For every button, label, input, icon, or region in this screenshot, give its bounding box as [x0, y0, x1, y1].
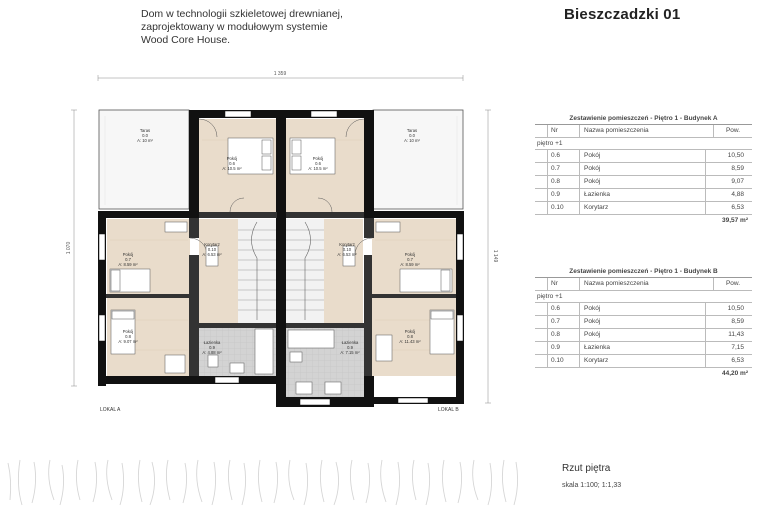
table-row — [535, 316, 752, 329]
room-label: Pokój — [226, 156, 238, 161]
room-label: Korytarz — [339, 242, 355, 247]
table-total: 39,57 m² — [721, 217, 748, 224]
table-header — [535, 125, 752, 138]
col-name: Nazwa pomieszczenia — [580, 125, 714, 137]
table-caption: Zestawienie pomieszczeń - Piętro 1 - Budynek B — [535, 266, 752, 278]
cell-nr: 0.10 — [548, 355, 580, 367]
room-number: 0.6 — [229, 161, 235, 166]
cell-area: 7,15 — [731, 344, 744, 351]
room-area: A: 11.43 m² — [399, 339, 421, 344]
cell-nr: 0.9 — [548, 189, 580, 201]
drawing-scale: skala 1:100; 1:1,33 — [562, 482, 622, 489]
cell-name: Pokój — [580, 316, 706, 328]
page-title: Bieszczadzki 01 — [564, 6, 681, 23]
room-number: 0.9 — [347, 345, 353, 350]
table-row — [535, 303, 752, 316]
col-nr: Nr — [548, 125, 580, 137]
room-label-terrace-b: Taras — [406, 128, 418, 133]
room-area: A: 7.15 m² — [340, 350, 360, 355]
room-area: A: 6.53 m² — [202, 252, 222, 257]
description-line: Wood Core House. — [141, 34, 231, 46]
cell-name: Łazienka — [580, 189, 706, 201]
room-label-terrace-a: Taras — [139, 128, 151, 133]
col-area: Pow. — [725, 280, 741, 287]
col-nr: Nr — [548, 278, 580, 290]
room-number: 0.10 — [207, 247, 217, 252]
cell-area: 8,59 — [731, 318, 744, 325]
room-area: A: 10 m² — [137, 138, 153, 143]
drawing-subtitle: Rzut piętra — [562, 463, 611, 474]
table-row — [535, 355, 752, 368]
cell-nr: 0.7 — [548, 163, 580, 175]
room-area: A: 8.59 m² — [118, 262, 138, 267]
unit-label-b: LOKAL B — [438, 407, 459, 413]
room-label: Korytarz — [204, 242, 220, 247]
room-number: 0.10 — [342, 247, 352, 252]
dimension-top: 1 359 — [273, 71, 287, 77]
cell-name: Korytarz — [580, 355, 706, 367]
col-name: Nazwa pomieszczenia — [580, 278, 714, 290]
cell-name: Pokój — [580, 303, 706, 315]
room-area: A: 6.53 m² — [337, 252, 357, 257]
room-area: A: 10.5 m² — [222, 166, 242, 171]
cell-name: Pokój — [580, 150, 706, 162]
room-area: A: 9.07 m² — [118, 339, 138, 344]
table-total: 44,20 m² — [721, 370, 748, 377]
cell-area: 4,88 — [731, 191, 744, 198]
table-row — [535, 202, 752, 215]
room-number: 0.6 — [315, 161, 321, 166]
staircase-b — [286, 219, 324, 323]
cell-nr: 0.8 — [548, 329, 580, 341]
room-label: Łazienka — [341, 340, 359, 345]
cell-name: Korytarz — [580, 202, 706, 214]
room-table-b — [535, 266, 752, 380]
cell-area: 6,53 — [731, 357, 744, 364]
table-row — [535, 176, 752, 189]
col-area: Pow. — [725, 127, 741, 134]
room-number: 0.0 — [409, 133, 415, 138]
room-number: 0.8 — [125, 334, 131, 339]
room-label: Łazienka — [203, 340, 221, 345]
cell-name: Łazienka — [580, 342, 706, 354]
cell-nr: 0.6 — [548, 150, 580, 162]
cell-nr: 0.7 — [548, 316, 580, 328]
room-label: Pokój — [122, 329, 134, 334]
cell-area: 9,07 — [731, 178, 744, 185]
room-label: Pokój — [404, 252, 416, 257]
table-row — [535, 342, 752, 355]
room-area: A: 4.88 m² — [202, 350, 222, 355]
cell-nr: 0.6 — [548, 303, 580, 315]
terrace-a — [99, 110, 189, 209]
dimension-right: 1 149 — [492, 249, 498, 263]
staircase-a — [238, 219, 276, 323]
floor-label: piętro +1 — [535, 138, 752, 150]
room-number: 0.7 — [407, 257, 413, 262]
room-label: Pokój — [404, 329, 416, 334]
room-number: 0.9 — [209, 345, 215, 350]
table-row — [535, 189, 752, 202]
cell-nr: 0.8 — [548, 176, 580, 188]
cell-nr: 0.9 — [548, 342, 580, 354]
cell-nr: 0.10 — [548, 202, 580, 214]
room-table-a — [535, 113, 752, 227]
cell-area: 8,59 — [731, 165, 744, 172]
room-area: A: 10 m² — [404, 138, 420, 143]
cell-name: Pokój — [580, 176, 706, 188]
room-number: 0.8 — [407, 334, 413, 339]
room-number: 0.7 — [125, 257, 131, 262]
cell-name: Pokój — [580, 329, 706, 341]
room-label: Pokój — [122, 252, 134, 257]
room-label: Pokój — [312, 156, 324, 161]
description-line: zaprojektowany w modułowym systemie — [141, 21, 328, 33]
unit-label-a: LOKAL A — [100, 407, 121, 413]
table-row — [535, 163, 752, 176]
table-header — [535, 278, 752, 291]
cell-area: 6,53 — [731, 204, 744, 211]
terrace-b — [373, 110, 463, 209]
table-row — [535, 150, 752, 163]
table-row — [535, 329, 752, 342]
room-area: A: 10.5 m² — [308, 166, 328, 171]
floor-label: piętro +1 — [535, 291, 752, 303]
dimension-left: 1 070 — [66, 241, 72, 255]
wood-grain-decoration — [8, 460, 518, 505]
cell-name: Pokój — [580, 163, 706, 175]
cell-area: 10,50 — [727, 152, 744, 159]
room-number: 0.0 — [142, 133, 148, 138]
description-line: Dom w technologii szkieletowej drewnianej, — [141, 8, 343, 20]
cell-area: 10,50 — [727, 305, 744, 312]
cell-area: 11,43 — [728, 331, 744, 338]
room-area: A: 8.59 m² — [400, 262, 420, 267]
table-caption: Zestawienie pomieszczeń - Piętro 1 - Budynek A — [535, 113, 752, 125]
